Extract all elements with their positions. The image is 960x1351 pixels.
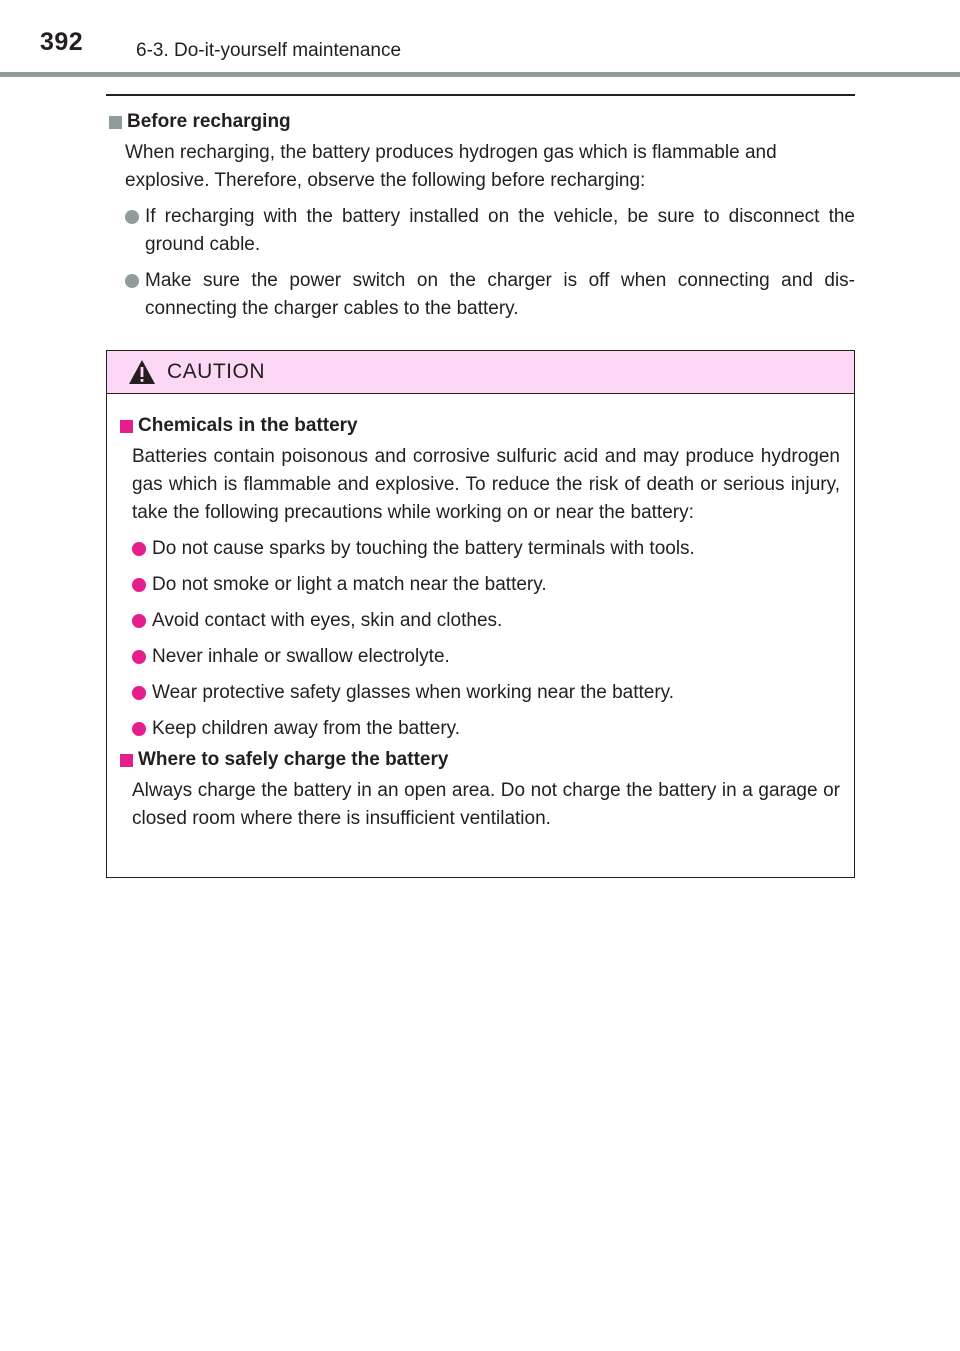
list-item-text: Never inhale or swallow electrolyte. bbox=[152, 646, 450, 667]
circle-bullet-icon bbox=[125, 210, 139, 224]
charge-location-heading bbox=[117, 746, 840, 774]
circle-bullet-icon bbox=[132, 542, 146, 556]
list-item bbox=[132, 643, 840, 671]
heading-text: Before recharging bbox=[127, 111, 291, 132]
circle-bullet-icon bbox=[132, 650, 146, 664]
square-bullet-icon bbox=[120, 754, 133, 767]
caution-title: CAUTION bbox=[167, 360, 265, 383]
header-rule bbox=[0, 72, 960, 77]
list-item bbox=[132, 535, 840, 563]
list-item-text: Make sure the power switch on the charger is off when connecting and dis-connecting the charger cables to the battery. bbox=[145, 270, 855, 319]
list-item-text: If recharging with the battery installed on the vehicle, be sure to disconnect the ground cable. bbox=[145, 206, 855, 255]
list-item-text: Do not cause sparks by touching the battery terminals with tools. bbox=[152, 538, 695, 559]
circle-bullet-icon bbox=[132, 614, 146, 628]
chemicals-heading bbox=[117, 412, 840, 440]
before-recharging-intro: When recharging, the battery produces hydrogen gas which is flammable and explosive. Therefore, observe the following before recharging: bbox=[125, 142, 777, 191]
before-recharging-heading bbox=[106, 108, 855, 136]
heading-text: Chemicals in the battery bbox=[138, 415, 358, 436]
list-item bbox=[125, 267, 855, 323]
circle-bullet-icon bbox=[132, 722, 146, 736]
square-bullet-icon bbox=[109, 116, 122, 129]
content-rule bbox=[106, 94, 855, 96]
list-item bbox=[132, 571, 840, 599]
before-recharging-section bbox=[106, 108, 855, 323]
caution-box bbox=[106, 350, 855, 878]
square-bullet-icon bbox=[120, 420, 133, 433]
charge-location-text: Always charge the battery in an open area. Do not charge the battery in a garage or closed room where there is insufficient ventilation. bbox=[132, 780, 840, 829]
list-item-text: Keep children away from the battery. bbox=[152, 718, 461, 739]
page-number: 392 bbox=[40, 28, 84, 56]
circle-bullet-icon bbox=[132, 686, 146, 700]
list-item-text: Wear protective safety glasses when working near the battery. bbox=[152, 682, 675, 703]
circle-bullet-icon bbox=[125, 274, 139, 288]
warning-triangle-icon bbox=[128, 359, 156, 385]
caution-header bbox=[107, 351, 854, 394]
section-title: 6-3. Do-it-yourself maintenance bbox=[136, 40, 402, 61]
list-item bbox=[132, 607, 840, 635]
heading-text: Where to safely charge the battery bbox=[138, 749, 449, 770]
list-item bbox=[132, 715, 840, 743]
circle-bullet-icon bbox=[132, 578, 146, 592]
list-item bbox=[125, 203, 855, 259]
list-item bbox=[132, 679, 840, 707]
caution-body bbox=[107, 394, 854, 833]
list-item-text: Do not smoke or light a match near the battery. bbox=[152, 574, 547, 595]
chemicals-intro: Batteries contain poisonous and corrosive sulfuric acid and may produce hydrogen gas which is flammable and explosive. To reduce the risk of death or serious injury, take the following precautions while working on or near the battery: bbox=[132, 446, 840, 523]
list-item-text: Avoid contact with eyes, skin and clothes. bbox=[152, 610, 503, 631]
